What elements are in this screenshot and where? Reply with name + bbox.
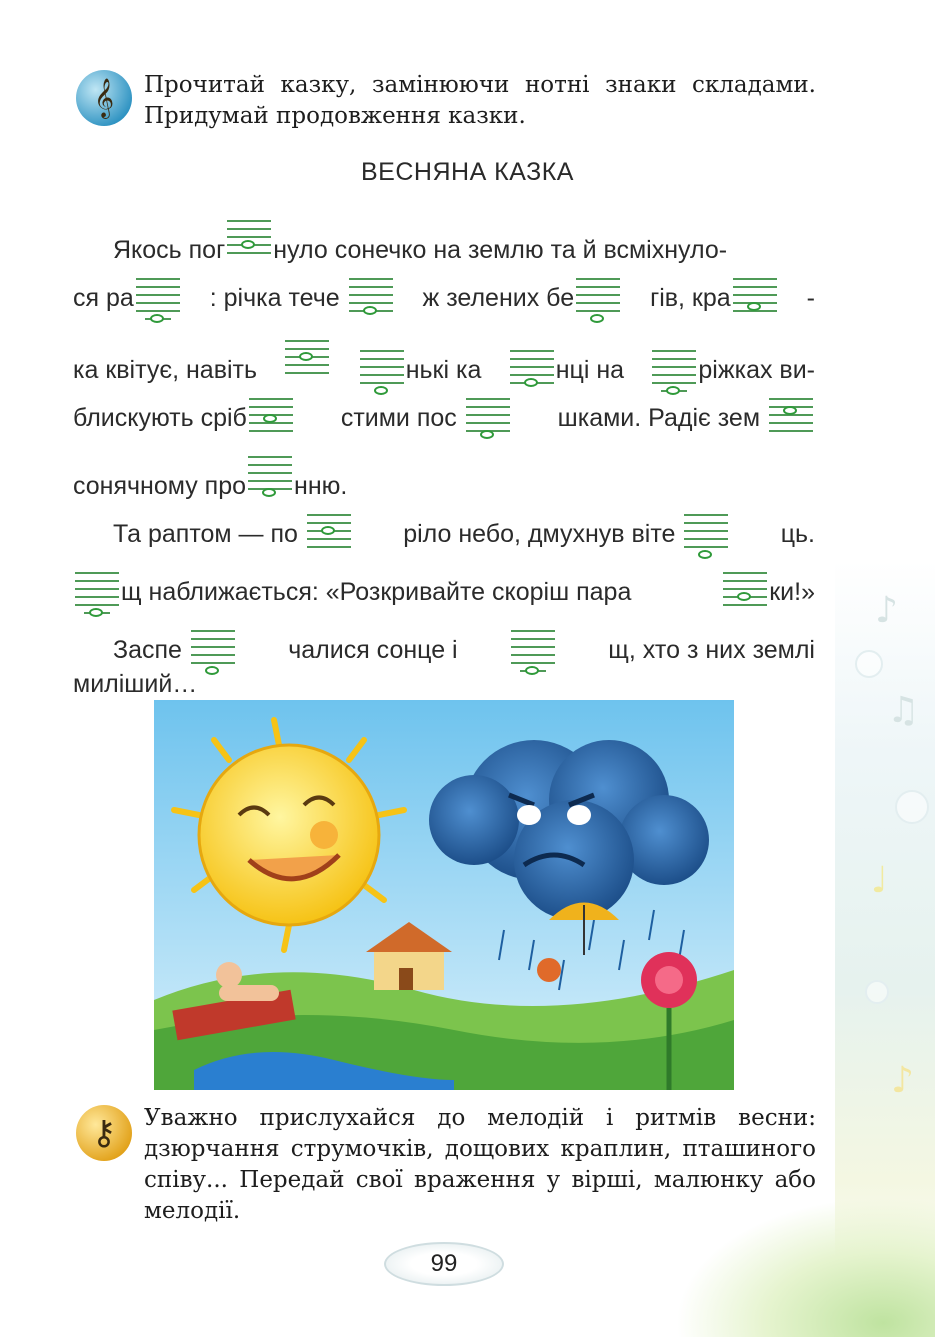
note-staff-icon — [723, 570, 767, 610]
story-line-4 — [73, 396, 815, 436]
note-staff-icon — [136, 276, 180, 316]
page-number: 99 — [384, 1242, 504, 1286]
spring-illustration — [154, 700, 734, 1090]
text-segment: нькі ка — [405, 356, 482, 384]
story-line-9 — [73, 670, 815, 699]
text-segment: Та раптом — по — [113, 520, 298, 548]
text-segment: миліший… — [73, 670, 198, 698]
story-line-1 — [113, 218, 815, 265]
music-note-icon: ♫ — [887, 690, 920, 731]
note-staff-icon — [349, 276, 393, 316]
note-staff-icon — [248, 454, 292, 494]
story-line-6 — [113, 512, 815, 552]
text-segment: нню. — [294, 472, 348, 500]
text-segment: ць. — [780, 520, 815, 548]
note-staff-icon — [576, 276, 620, 316]
note-staff-icon — [466, 396, 510, 436]
bubble-decoration — [865, 980, 889, 1004]
story-line-5 — [73, 454, 815, 501]
text-segment: сонячному про — [73, 472, 247, 500]
note-staff-icon — [652, 348, 696, 388]
text-segment: ся ра — [73, 284, 134, 312]
story-title: ВЕСНЯНА КАЗКА — [361, 158, 574, 186]
text-segment: ки!» — [769, 578, 815, 606]
text-segment: чалися сонце і — [288, 636, 458, 664]
story-line-8 — [113, 628, 815, 668]
note-staff-icon — [191, 628, 235, 668]
music-note-icon: ♪ — [891, 1060, 914, 1101]
note-staff-icon — [75, 570, 119, 610]
task-listen-spring — [76, 1103, 816, 1227]
note-staff-icon — [511, 628, 555, 668]
note-staff-icon — [684, 512, 728, 552]
text-segment: нці на — [555, 356, 625, 384]
text-segment: блискують сріб — [73, 404, 247, 432]
bubble-decoration — [895, 790, 929, 824]
text-segment: ріло небо, дмухнув віте — [403, 520, 676, 548]
note-staff-icon — [733, 276, 777, 316]
key-icon: ⚷ — [76, 1105, 132, 1161]
text-segment: ріжках ви- — [698, 356, 815, 384]
text-segment: ж зелених бе — [422, 284, 575, 312]
text-segment: щ наближається: «Розкривайте скоріш пара — [121, 578, 632, 606]
text-segment: нуло сонечко на землю та й всміхнуло- — [273, 236, 728, 264]
note-staff-icon — [307, 512, 351, 552]
story-line-7 — [73, 570, 815, 610]
bubble-decoration — [855, 650, 883, 678]
story-line-2 — [73, 276, 815, 316]
music-note-icon: ♩ — [871, 860, 888, 901]
text-segment: гів, кра — [650, 284, 731, 312]
note-staff-icon — [769, 396, 813, 436]
text-segment: Заспе — [113, 636, 182, 664]
text-segment: - — [806, 284, 815, 312]
treble-clef-icon: 𝄞 — [76, 70, 132, 126]
note-staff-icon — [510, 348, 554, 388]
story-line-3 — [73, 338, 815, 388]
note-staff-icon — [227, 218, 271, 258]
text-segment: ка квітує, навіть — [73, 356, 258, 384]
note-staff-icon — [360, 348, 404, 388]
music-note-icon: ♪ — [875, 590, 898, 631]
text-segment: шками. Радіє зем — [557, 404, 761, 432]
sun-and-cloud-illustration — [154, 700, 734, 1090]
text-segment: : річка тече — [209, 284, 340, 312]
task-read-tale — [76, 70, 816, 132]
task-text: Прочитай казку, замінюючи нотні знаки складами. Придумай продовження казки. — [144, 72, 816, 129]
note-staff-icon — [285, 338, 329, 378]
note-staff-icon — [249, 396, 293, 436]
text-segment: стими пос — [340, 404, 457, 432]
text-segment: щ, хто з них землі — [608, 636, 815, 664]
task-text: Уважно прислухайся до мелодій і ритмів весни: дзюрчання струмочків, дощових краплин, пташиного співу... Передай свої враження у вірші, малюнку або мелодії. — [144, 1105, 816, 1224]
text-segment: Якось пог — [113, 236, 226, 264]
